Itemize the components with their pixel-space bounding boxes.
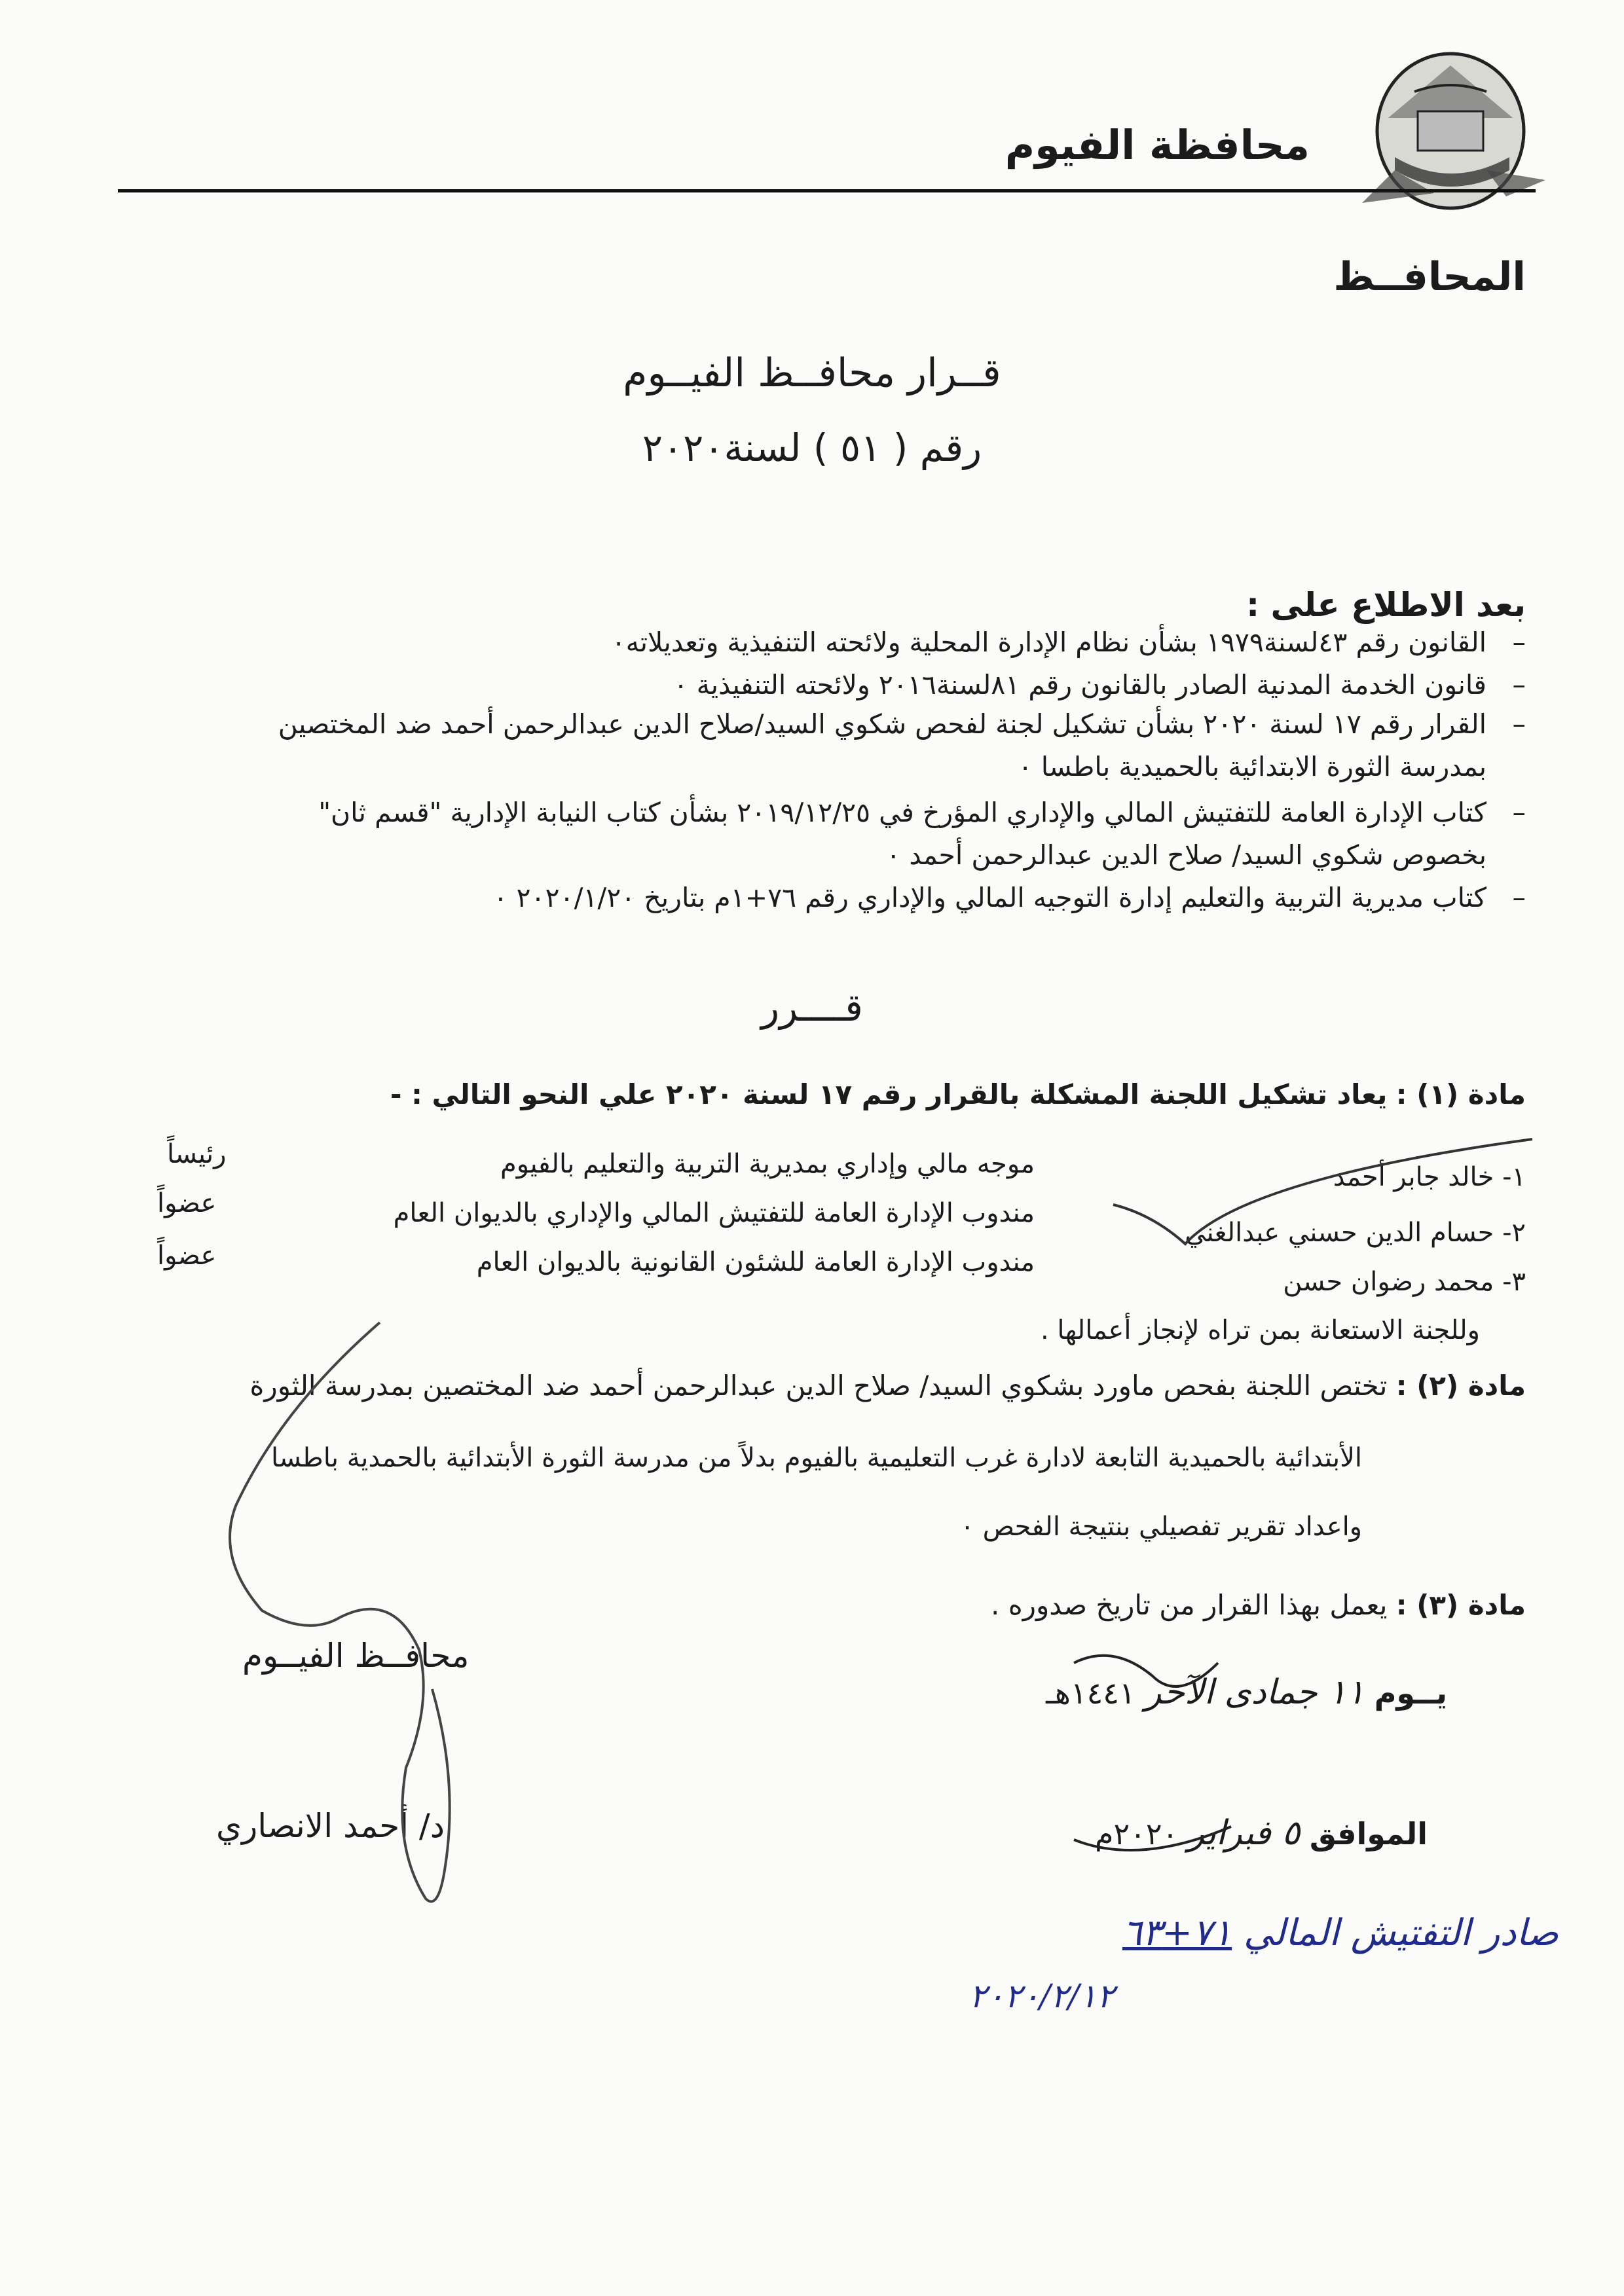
list-dash: – xyxy=(1512,627,1526,658)
hijri-year: ١٤٤١هـ xyxy=(1046,1675,1135,1711)
annotation-number: ٧١+٦٣ xyxy=(1122,1912,1232,1954)
decision-title: قــرار محافــظ الفيــوم xyxy=(623,350,1001,396)
governorate-title: محافظة الفيوم xyxy=(1005,121,1310,169)
member-number: ٣- xyxy=(1502,1267,1526,1297)
member-number: ٢- xyxy=(1502,1218,1526,1248)
reference-text: القرار رقم ١٧ لسنة ٢٠٢٠ بشأن تشكيل لجنة لفحص شكوي السيد/صلاح الدين عبدالرحمن أحمد ضد المختصين xyxy=(278,708,1486,740)
article-1-closing: وللجنة الاستعانة بمن تراه لإنجاز أعمالها . xyxy=(1040,1315,1480,1345)
member-1-position: رئيساً xyxy=(167,1139,227,1169)
member-3-role: مندوب الإدارة العامة للشئون القانونية بالديوان العام xyxy=(476,1247,1035,1277)
reference-text: كتاب مديرية التربية والتعليم إدارة التوجيه المالي والإداري رقم ٧٦+١م بتاريخ ٢٠٢٠/١/٢٠ ٠ xyxy=(493,882,1486,913)
member-2-position: عضواً xyxy=(157,1188,217,1218)
hijri-prefix: يــوم xyxy=(1374,1675,1447,1711)
list-dash: – xyxy=(1512,708,1526,740)
greg-year: ٢٠٢٠م xyxy=(1095,1816,1179,1851)
signature-title: محافــظ الفيــوم xyxy=(242,1637,470,1675)
greg-handwritten: ٥ فبراير xyxy=(1187,1813,1301,1853)
member-1-role: موجه مالي وإداري بمديرية التربية والتعليم بالفيوم xyxy=(500,1149,1035,1179)
list-dash: – xyxy=(1512,882,1526,913)
article-1-text: يعاد تشكيل اللجنة المشكلة بالقرار رقم ١٧ لسنة ٢٠٢٠ علي النحو التالي : - xyxy=(390,1078,1388,1110)
annotation-label: صادر التفتيش المالي xyxy=(1243,1912,1559,1954)
article-2-line-2: الأبتدائية بالحميدية التابعة لادارة غرب التعليمية بالفيوم بدلاً من مدرسة الثورة الأبتدائية بالحمدية باطسا xyxy=(271,1443,1362,1473)
greg-handwriting-stroke xyxy=(1074,1827,1231,1850)
reference-text: القانون رقم ٤٣لسنة١٩٧٩ بشأن نظام الإدارة المحلية ولائحته التنفيذية وتعديلاته٠ xyxy=(611,627,1486,658)
member-3-position: عضواً xyxy=(157,1241,217,1271)
member-name: محمد رضوان حسن xyxy=(1283,1267,1494,1297)
article-3-label: مادة (٣) : xyxy=(1395,1589,1526,1621)
decision-number: رقم ( ٥١ ) لسنة٢٠٢٠ xyxy=(642,426,982,470)
decide-heading: قــــرر xyxy=(761,985,863,1030)
annotation-date: ٢٠٢٠/٢/١٢ xyxy=(969,1977,1115,2015)
article-3-text: يعمل بهذا القرار من تاريخ صدوره . xyxy=(991,1589,1388,1621)
intro-heading: بعد الاطلاع على : xyxy=(1246,586,1526,624)
reference-text: قانون الخدمة المدنية الصادر بالقانون رقم ٨١لسنة٢٠١٦ ولائحته التنفيذية ٠ xyxy=(673,669,1486,701)
checkmark-icon xyxy=(1113,1139,1532,1244)
office-title: المحافــظ xyxy=(1333,254,1526,300)
reference-item-4-cont: بخصوص شكوي السيد/ صلاح الدين عبدالرحمن أحمد ٠ xyxy=(886,839,1486,871)
member-name: حسام الدين حسني عبدالغني xyxy=(1185,1218,1494,1248)
article-2-line-1: تختص اللجنة بفحص ماورد بشكوي السيد/ صلاح الدين عبدالرحمن أحمد ضد المختصين بمدرسة الثورة xyxy=(249,1370,1388,1402)
member-name: خالد جابر أحمد xyxy=(1333,1162,1494,1192)
article-2-line-3: واعداد تقرير تفصيلي بنتيجة الفحص ٠ xyxy=(960,1512,1362,1542)
greg-prefix: الموافق xyxy=(1309,1816,1428,1851)
list-dash: – xyxy=(1512,669,1526,701)
hijri-handwritten: ١١ جمادى الآخر xyxy=(1145,1673,1365,1712)
article-1-label: مادة (١) : xyxy=(1395,1078,1526,1110)
reference-item-3-cont: بمدرسة الثورة الابتدائية بالحميدية باطسا ٠ xyxy=(1018,751,1486,782)
hijri-handwriting-stroke xyxy=(1074,1656,1218,1686)
signature-name: د/ أحمد الانصاري xyxy=(216,1807,445,1845)
signature-scribble xyxy=(230,1322,450,1901)
list-dash: – xyxy=(1512,797,1526,828)
reference-text: كتاب الإدارة العامة للتفتيش المالي والإداري المؤرخ في ٢٠١٩/١٢/٢٥ بشأن كتاب النيابة الإدارية "قسم ثان" xyxy=(318,797,1486,828)
member-number: ١- xyxy=(1502,1162,1526,1192)
member-2-role: مندوب الإدارة العامة للتفتيش المالي والإداري بالديوان العام xyxy=(393,1198,1035,1228)
article-2-label: مادة (٢) : xyxy=(1395,1370,1526,1402)
